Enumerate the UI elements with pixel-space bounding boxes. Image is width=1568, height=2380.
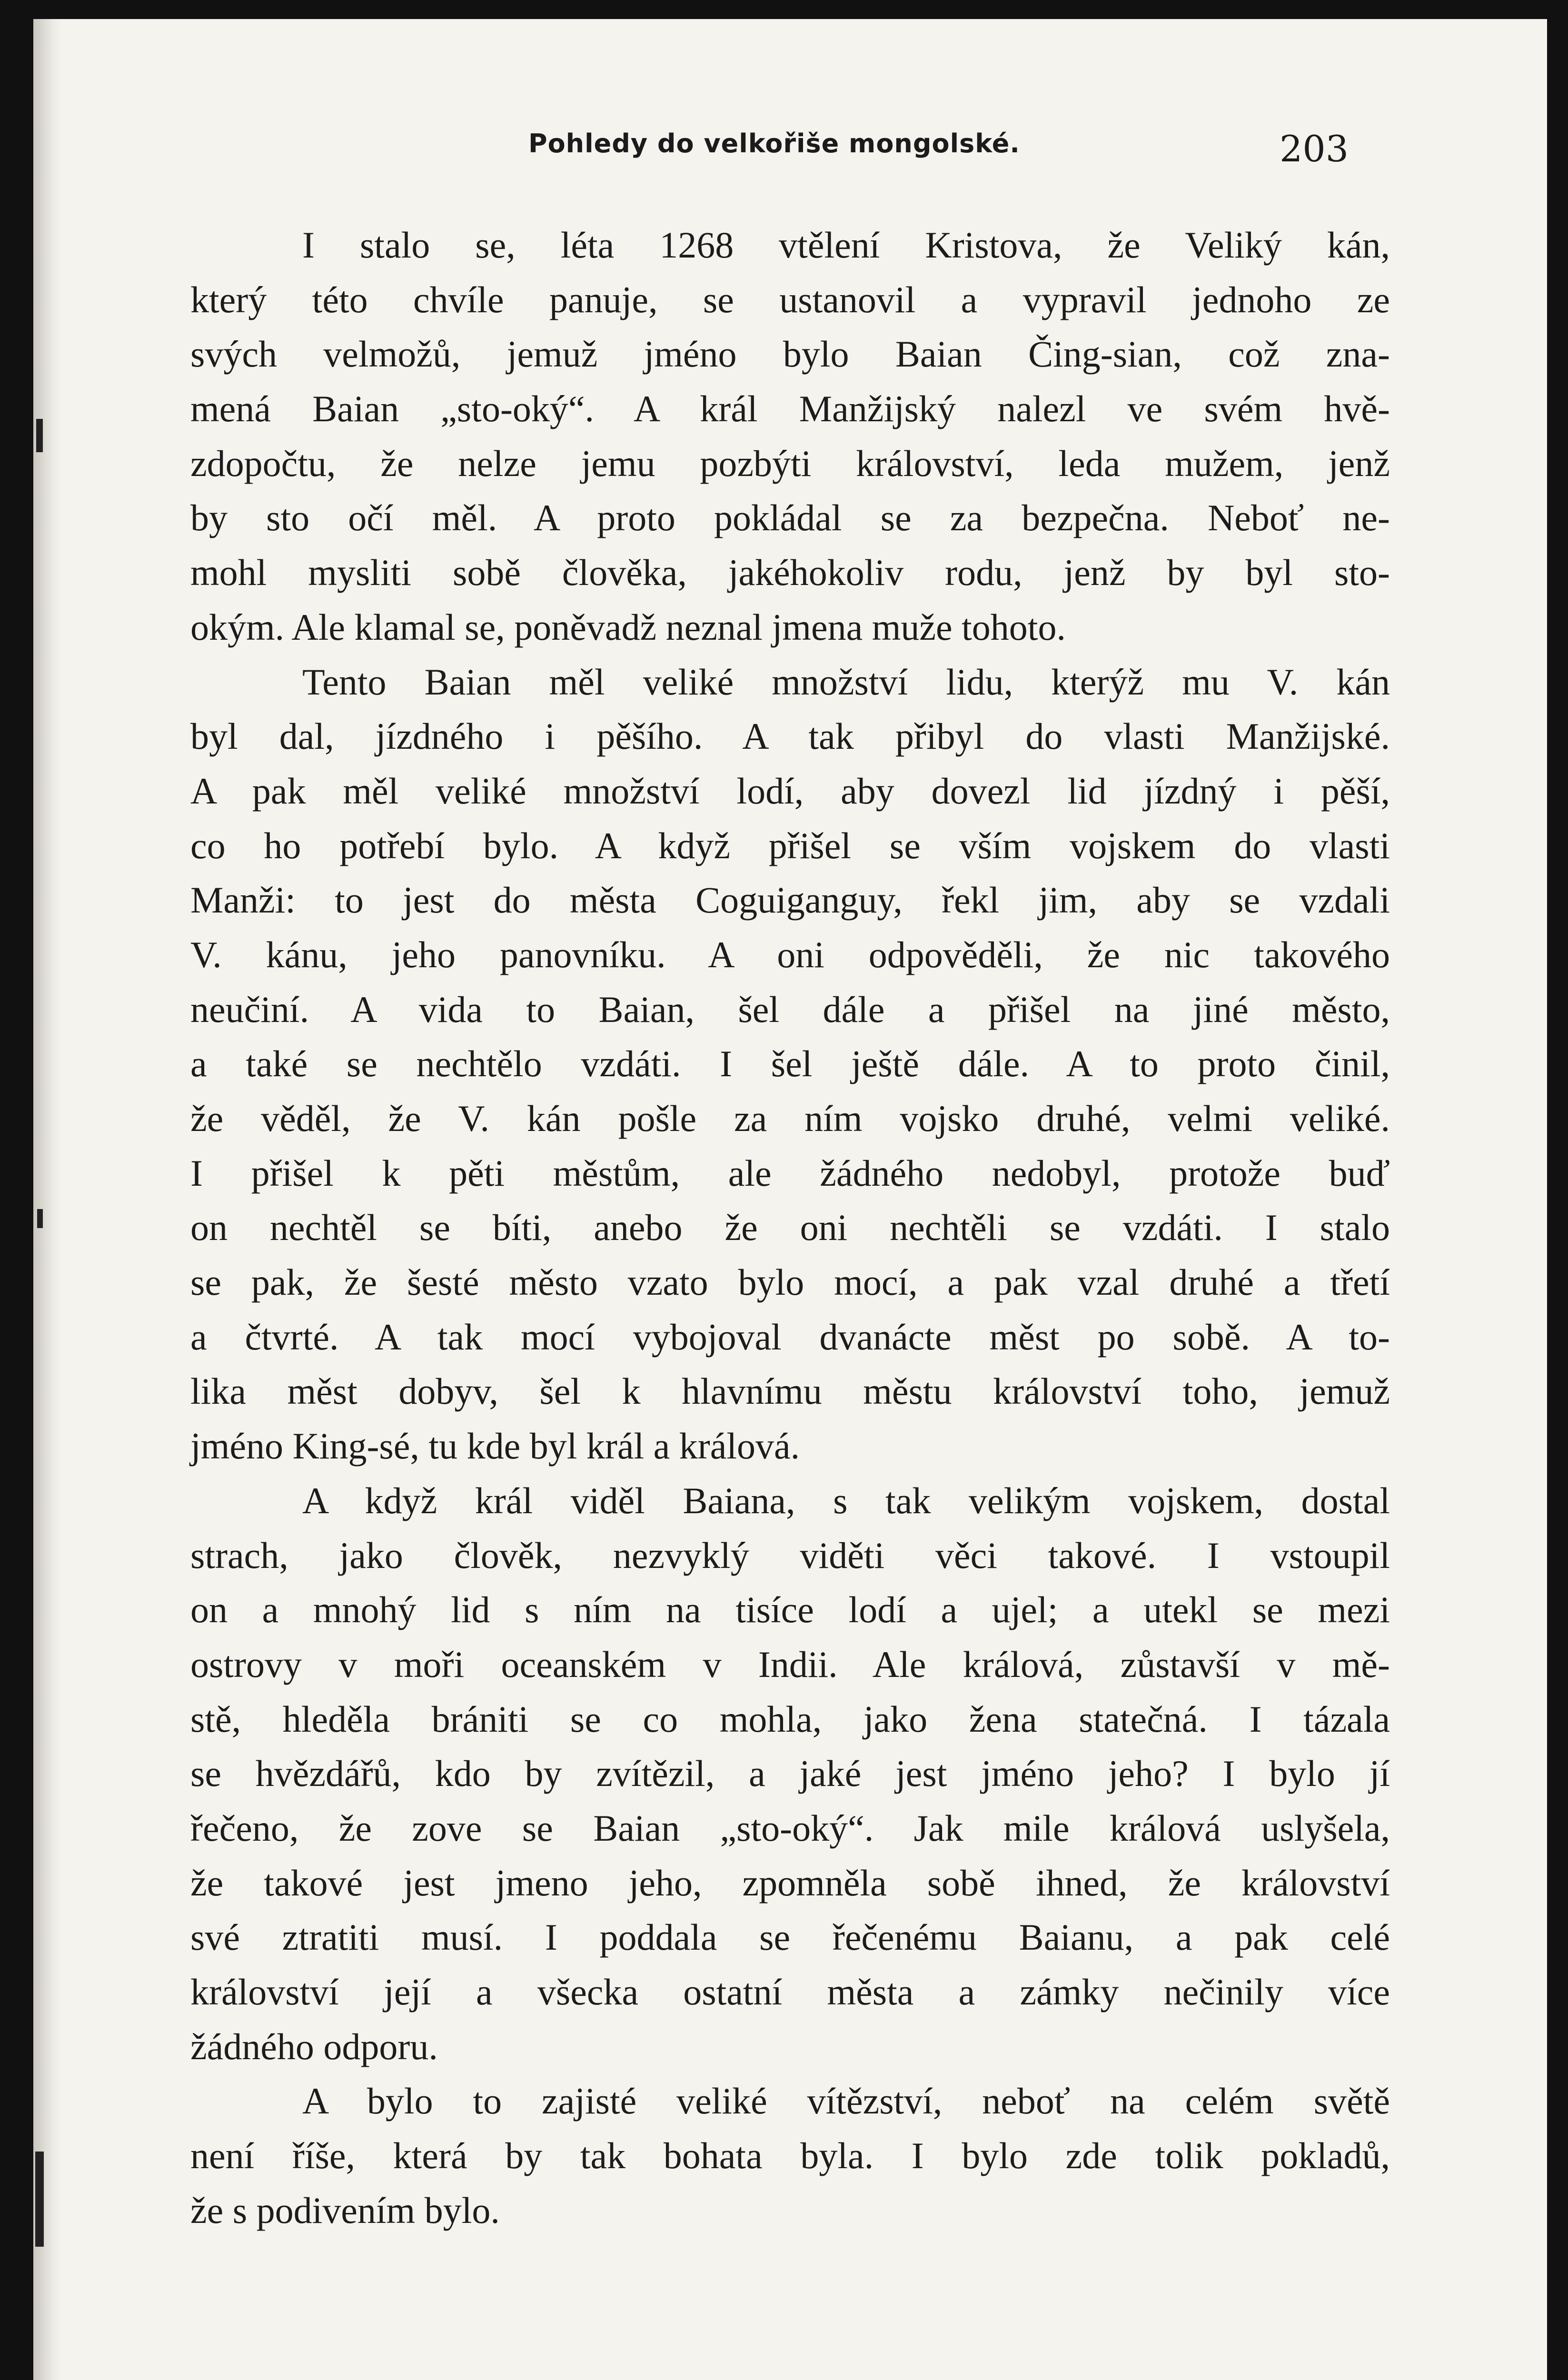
text-line: a čtvrté. A tak mocí vybojoval dvanácte měst po sobě. A to- bbox=[190, 1316, 1390, 1358]
text-line: strach, jako člověk, nezvyklý viděti věci takové. I vstoupil bbox=[190, 1534, 1390, 1576]
margin-mark bbox=[36, 419, 43, 452]
text-line: stě, hleděla brániti se co mohla, jako žena statečná. I tázala bbox=[190, 1698, 1390, 1740]
text-line: by sto očí měl. A proto pokládal se za bezpečna. Neboť ne- bbox=[190, 497, 1390, 539]
text-line: lika měst dobyv, šel k hlavnímu městu království toho, jemuž bbox=[190, 1370, 1390, 1412]
text-line: že s podivením bylo. bbox=[190, 2189, 500, 2231]
text-line: Tento Baian měl veliké množství lidu, kterýž mu V. kán bbox=[302, 661, 1390, 703]
running-head: Pohledy do velkořiše mongolské. bbox=[528, 129, 1020, 159]
book-page bbox=[33, 19, 1547, 2380]
margin-mark bbox=[35, 2152, 44, 2247]
text-line: on a mnohý lid s ním na tisíce lodí a ujel; a utekl se mezi bbox=[190, 1589, 1390, 1631]
text-line: on nechtěl se bíti, anebo že oni nechtěli se vzdáti. I stalo bbox=[190, 1207, 1390, 1249]
text-line: I stalo se, léta 1268 vtělení Kristova, že Veliký kán, bbox=[302, 224, 1390, 266]
text-line: žádného odporu. bbox=[190, 2025, 438, 2067]
text-line: A bylo to zajisté veliké vítězství, neboť na celém světě bbox=[302, 2080, 1390, 2122]
text-line: I přišel k pěti městům, ale žádného nedobyl, protože buď bbox=[190, 1152, 1390, 1194]
text-line: A pak měl veliké množství lodí, aby dovezl lid jízdný i pěší, bbox=[190, 770, 1390, 812]
text-line: který této chvíle panuje, se ustanovil a vypravil jednoho ze bbox=[190, 278, 1390, 320]
text-line: V. kánu, jeho panovníku. A oni odpověděli, že nic takového bbox=[190, 933, 1390, 975]
text-line: mená Baian „sto-oký“. A král Manžijský nalezl ve svém hvě- bbox=[190, 388, 1390, 430]
text-line: že takové jest jmeno jeho, zpomněla sobě ihned, že království bbox=[190, 1862, 1390, 1904]
text-line: zdopočtu, že nelze jemu pozbýti království, leda mužem, jenž bbox=[190, 442, 1390, 484]
text-line: Manži: to jest do města Coguiganguy, řekl jim, aby se vzdali bbox=[190, 879, 1390, 921]
text-line: okým. Ale klamal se, poněvadž neznal jmena muže tohoto. bbox=[190, 606, 1066, 648]
text-line: se hvězdářů, kdo by zvítězil, a jaké jest jméno jeho? I bylo jí bbox=[190, 1753, 1390, 1795]
text-line: své ztratiti musí. I poddala se řečenému Baianu, a pak celé bbox=[190, 1916, 1390, 1958]
text-line: neučiní. A vida to Baian, šel dále a přišel na jiné město, bbox=[190, 988, 1390, 1030]
text-line: a také se nechtělo vzdáti. I šel ještě dále. A to proto činil, bbox=[190, 1043, 1390, 1085]
text-line: ostrovy v moři oceanském v Indii. Ale králová, zůstavší v mě- bbox=[190, 1643, 1390, 1685]
text-line: není říše, která by tak bohata byla. I bylo zde tolik pokladů, bbox=[190, 2135, 1390, 2177]
text-line: se pak, že šesté město vzato bylo mocí, a pak vzal druhé a třetí bbox=[190, 1261, 1390, 1303]
gutter-shadow bbox=[33, 19, 62, 2380]
text-line: že věděl, že V. kán pošle za ním vojsko druhé, velmi veliké. bbox=[190, 1098, 1390, 1139]
text-line: království její a všecka ostatní města a zámky nečinily více bbox=[190, 1971, 1390, 2013]
text-line: svých velmožů, jemuž jméno bylo Baian Čing-sian, což zna- bbox=[190, 333, 1390, 375]
text-line: mohl mysliti sobě člověka, jakéhokoliv rodu, jenž by byl sto- bbox=[190, 552, 1390, 594]
margin-mark bbox=[37, 1209, 43, 1228]
text-line: jméno King-sé, tu kde byl král a králová. bbox=[190, 1425, 800, 1467]
text-line: co ho potřebí bylo. A když přišel se vším vojskem do vlasti bbox=[190, 824, 1390, 866]
text-line: byl dal, jízdného i pěšího. A tak přibyl do vlasti Manžijské. bbox=[190, 715, 1390, 757]
text-line: A když král viděl Baiana, s tak velikým vojskem, dostal bbox=[302, 1479, 1390, 1521]
page-number: 203 bbox=[1280, 128, 1349, 170]
text-line: řečeno, že zove se Baian „sto-oký“. Jak mile králová uslyšela, bbox=[190, 1807, 1390, 1849]
body-text bbox=[190, 218, 1390, 2238]
